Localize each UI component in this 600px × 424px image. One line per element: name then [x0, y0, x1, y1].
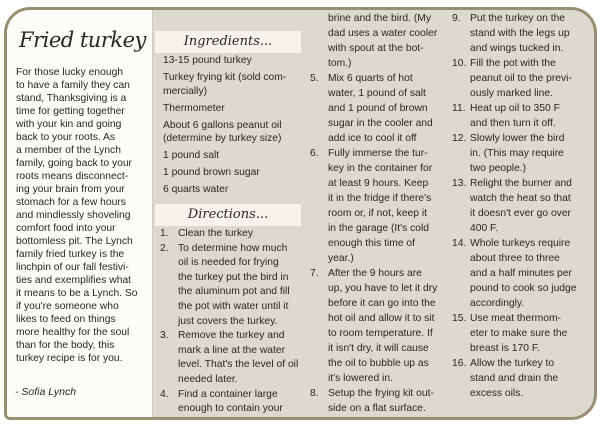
step-number: 1.: [160, 228, 169, 239]
recipe-card: [4, 7, 597, 420]
step-text: Slowly lower the bird in. (This may require two people.): [470, 133, 565, 174]
ingredients-list: [163, 54, 313, 200]
step-text: Use meat thermom- eter to make sure the breast is 170 F.: [470, 313, 568, 354]
direction-step: [160, 388, 310, 417]
direction-step: [160, 329, 310, 387]
ingredient: 1 pound brown sugar: [163, 167, 260, 178]
recipe-title: Fried turkey: [19, 28, 146, 52]
step-text: Setup the frying kit out- side on a flat surface.: [328, 388, 434, 414]
step-number: 4.: [160, 388, 169, 400]
step-number: 16.: [452, 358, 467, 369]
step-text: Find a container large enough to contain your: [178, 388, 283, 415]
step-text: Mix 6 quarts of hot water, 1 pound of salt and 1 pound of brown sugar in the cooler and add ice to cool it off: [328, 73, 433, 144]
ingredient: About 6 gallons peanut oil (determine by turkey size): [163, 119, 282, 144]
step-text: To determine how much oil is needed for frying the turkey put the bird in the aluminum pot and fill the pot with water until it just covers the turkey.: [178, 242, 290, 327]
direction-step: [160, 242, 310, 330]
step-number: 11.: [452, 103, 466, 114]
directions-column-3: [452, 11, 597, 401]
step-number: 6.: [310, 148, 319, 159]
direction-step: [452, 356, 597, 401]
directions-column-1: [160, 227, 310, 417]
step-text: Heat up oil to 350 F and then turn it off.: [470, 103, 560, 129]
direction-step: [452, 131, 597, 176]
step-text: After the 9 hours are up, you have to let it dry before it can go into the hot oil and allow it to sit to room temperature. If it isn't dry, it will cause the oil to bubble up as it's lowered in.: [328, 268, 438, 384]
step-number: 9.: [452, 13, 461, 24]
step-text: Relight the burner and watch the heat so that it doesn't ever go over 400 F.: [470, 178, 572, 234]
direction-step: [310, 71, 450, 146]
step-text: Put the turkey on the stand with the legs up and wings tucked in.: [470, 13, 570, 54]
step-number: 12.: [452, 133, 467, 144]
step-text: Remove the turkey and mark a line at the water level. That's the level of oil needed later.: [178, 330, 299, 385]
step-text: Allow the turkey to stand and drain the excess oils.: [470, 358, 559, 399]
step-number: 5.: [310, 73, 319, 84]
intro-panel: [7, 10, 153, 417]
step-number: 15.: [452, 313, 467, 324]
step-number: [310, 11, 328, 71]
directions-column-2: [310, 11, 450, 416]
direction-step: [310, 386, 450, 416]
signature: - Sofia Lynch: [15, 386, 77, 398]
direction-step: [310, 146, 450, 266]
direction-step: [452, 101, 597, 131]
ingredient: 1 pound salt: [163, 150, 220, 161]
direction-step: [452, 56, 597, 101]
direction-step: [452, 311, 597, 356]
ingredient: 13-15 pound turkey: [163, 55, 252, 66]
step-number: 13.: [452, 178, 467, 189]
step-text: brine and the bird. (My dad uses a water cooler with spout at the bot- tom.): [328, 13, 438, 69]
step-text: Fill the pot with the peanut oil to the previ- ously marked line.: [470, 58, 572, 99]
step-text: Fully immerse the tur- key in the container for at least 9 hours. Keep it in the fridge if there's room or, if not, keep it in the garage (It's cold enough this time of year.): [328, 148, 433, 264]
step-number: 7.: [310, 268, 319, 279]
directions-heading: Directions...: [155, 204, 301, 226]
step-text: Clean the turkey: [178, 228, 253, 239]
step-number: 3.: [160, 330, 169, 342]
ingredients-heading: Ingredients...: [155, 31, 301, 53]
step-number: 2.: [160, 242, 169, 254]
ingredient: 6 quarts water: [163, 184, 229, 195]
ingredient: Thermometer: [163, 102, 225, 114]
ingredient: Turkey frying kit (sold com- mercially): [163, 72, 287, 97]
direction-step: [310, 11, 450, 71]
direction-step: [310, 266, 450, 386]
step-number: 14.: [452, 238, 467, 249]
direction-step: [452, 11, 597, 56]
direction-step: [160, 227, 310, 242]
step-text: Whole turkeys require about three to three and a half minutes per pound to cook so judge accordingly.: [470, 238, 577, 309]
direction-step: [452, 176, 597, 236]
step-number: 10.: [452, 58, 467, 69]
step-number: 8.: [310, 388, 319, 399]
direction-step: [452, 236, 597, 311]
intro-text: For those lucky enough to have a family they can stand, Thanksgiving is a time for getting together with your kin and going back to your roots. As a member of the Lynch family, going back to your roots means disconnect- ing your brain from your stomach for a few hours and mindlessly shoveling comfort food into your bottomless pit. The Lynch family fried turkey is the linchpin of our fall festivi- ties and exemplifies what it means to be a Lynch. So if you're someone who likes to feed on things more healthy for the soul than for the body, this turkey recipe is for you.: [16, 67, 138, 364]
